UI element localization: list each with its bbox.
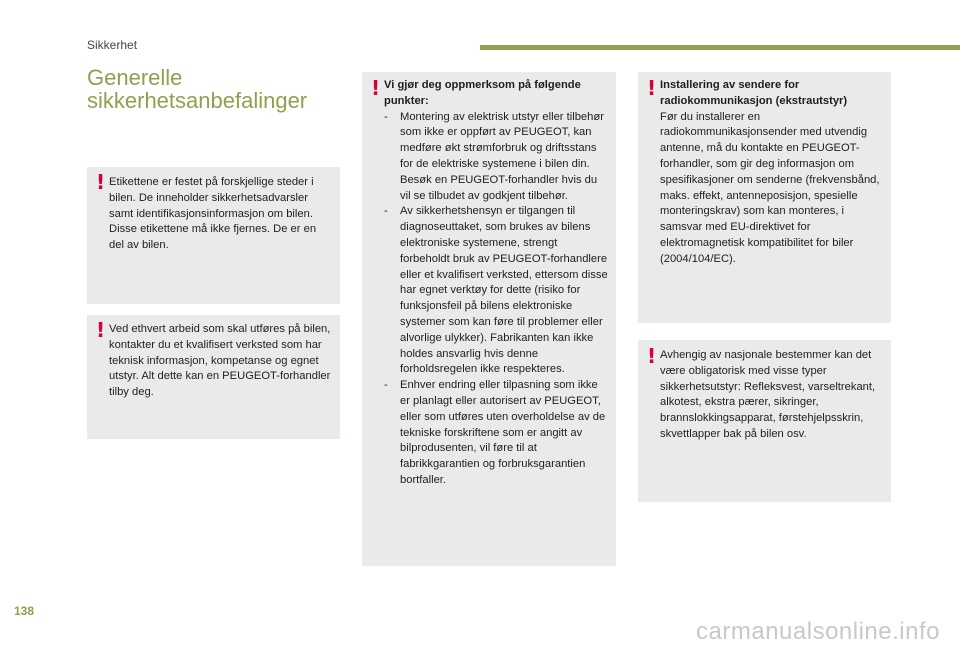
warning-icon: !: [647, 76, 657, 100]
warning-icon: !: [96, 318, 106, 342]
radio-heading: Installering av sendere for radiokommunikasjon (ekstrautstyr): [660, 79, 848, 107]
warning-icon: !: [96, 170, 106, 194]
warning-icon: !: [647, 344, 657, 368]
dash-bullet: -: [384, 379, 388, 392]
warning-icon: !: [371, 76, 381, 100]
watermark: carmanualsonline.info: [696, 618, 940, 645]
national-text: Avhengig av nasjonale bestemmer kan det være obligatorisk med visse typer sikkerhetsutstyr: Refleksvest, varseltrekant, alkotest, ekstra pærer, sikringer, brannslokkingsapparat, førstehjelpsskrin, skvettlapper bak på bilen osv.: [660, 349, 876, 440]
attention-item: [384, 378, 608, 489]
labels-warning-text: Etikettene er festet på forskjellige steder i bilen. De inneholder sikkerhetsadvarsler samt identifikasjonsinformasjon om bilen. Disse etikettene må ikke fjernes. De er en del av bilen.: [109, 176, 317, 252]
attention-heading: Vi gjør deg oppmerksom på følgende punkter:: [384, 79, 581, 107]
dash-bullet: -: [384, 110, 388, 123]
national-warning-box: [638, 340, 891, 502]
page-title-line2: sikkerhetsanbefalinger: [87, 88, 308, 113]
radio-text: Før du installerer en radiokommunikasjonsender med utvendig antenne, må du kontakte en PEUGEOT-forhandler, som gir deg informasjon om spesifikasjoner om senderne (frekvensbånd, maks. effekt, antenneposisjon, spesielle monteringskrav) som kan monteres, i samsvar med EU-direktivet for elektromagnetisk kompatibilitet for biler (2004/104/EC).: [660, 110, 880, 265]
header-rule: [480, 45, 960, 50]
radio-warning-box: [638, 72, 891, 323]
workshop-warning-text: Ved ethvert arbeid som skal utføres på bilen, kontakter du et kvalifisert verksted som har teknisk informasjon, kompetanse og egnet utstyr. Alt dette kan en PEUGEOT-forhandler tilby deg.: [109, 323, 331, 399]
section-label: Sikkerhet: [87, 38, 138, 52]
labels-warning-box: [87, 167, 340, 304]
attention-warning-box: [362, 72, 616, 566]
dash-bullet: -: [384, 205, 388, 218]
page-title: [87, 66, 357, 112]
page-number: 138: [14, 604, 35, 618]
workshop-warning-box: [87, 315, 340, 439]
attention-item: [384, 110, 608, 205]
attention-item-text: Enhver endring eller tilpasning som ikke er planlagt eller autorisert av PEUGEOT, eller som utføres uten overholdelse av de tekniske forskriftene som er angitt av bilprodusenten, vil føre til at fabrikkgarantien og forbruksgarantien bortfaller.: [400, 379, 606, 486]
page-title-line1: Generelle: [87, 65, 183, 90]
attention-item: [384, 204, 608, 378]
attention-item-text: Montering av elektrisk utstyr eller tilbehør som ikke er oppført av PEUGEOT, kan medføre økt strømforbruk og driftsstans for de elektriske systemene i bilen din. Besøk en PEUGEOT-forhandler hvis du vil se tilbudet av godkjent tilbehør.: [400, 110, 604, 202]
attention-item-text: Av sikkerhetshensyn er tilgangen til diagnoseuttaket, som brukes av bilens elektroniske systemene, strengt forbeholdt bruk av PEUGEOT-forhandlere eller et kvalifisert verksted, ettersom disse har egnet verktøy for dette (risiko for funksjonsfeil på bilens elektroniske systemer som kan føre til problemer eller alvorlige ulykker). Fabrikanten kan ikke holdes ansvarlig hvis denne forholdsregelen ikke respekteres.: [400, 205, 608, 376]
